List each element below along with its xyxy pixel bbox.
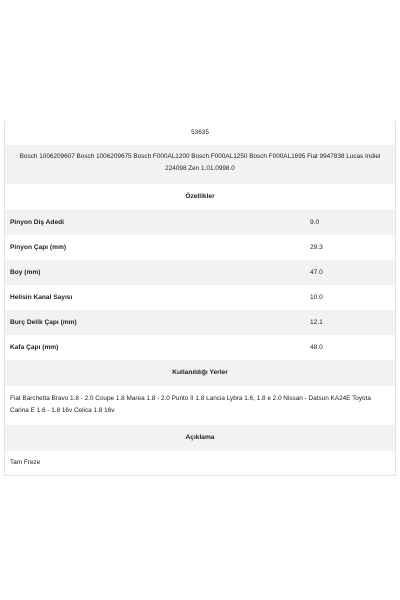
- table-row: [5, 285, 395, 310]
- table-row: [5, 235, 395, 260]
- table-row: [5, 310, 395, 335]
- features-heading: Özellikler: [5, 184, 395, 210]
- description-text: Tam Freze: [5, 451, 395, 475]
- spec-label: Helisin Kanal Sayısı: [10, 294, 73, 301]
- usage-text: Fiat Barchetta Bravo 1.8 - 2.0 Coupe 1.8 Marea 1.8 - 2.0 Punto II 1.8 Lancia Lybra 1.6, 1.8 e 2.0 Nissan - Datsun KA24E Toyota Carina E 1.6 - 1.8 16v Celica 1.8 16v: [5, 386, 395, 425]
- product-code: 53635: [5, 121, 395, 145]
- description-heading: Açıklama: [5, 425, 395, 451]
- spec-value: 10.0: [310, 294, 323, 301]
- spec-label: Pinyon Diş Adedi: [5, 210, 310, 235]
- table-row: [5, 260, 395, 285]
- oem-numbers: Bosch 1006209607 Bosch 1006209675 Bosch F000AL1200 Bosch F000AL1250 Bosch F000AL1695 Fiat 9947838 Lucas Indiel 224098 Zen 1.01.0998.0: [5, 145, 395, 184]
- table-row: [5, 210, 395, 235]
- table-row: [5, 335, 395, 360]
- spec-value: 9.0: [310, 210, 395, 235]
- spec-value: 29.3: [310, 244, 323, 251]
- spec-label: Boy (mm): [5, 260, 310, 285]
- spec-label: Pinyon Çapı (mm): [10, 244, 67, 251]
- spec-label: Kafa Çapı (mm): [10, 344, 59, 351]
- spec-value: 12.1: [310, 310, 395, 335]
- usage-heading: Kullanıldığı Yerler: [5, 360, 395, 386]
- product-detail-sheet: [4, 121, 396, 476]
- spec-value: 48.0: [310, 344, 323, 351]
- features-table: [5, 210, 395, 360]
- spec-value: 47.0: [310, 260, 395, 285]
- spec-label: Burç Delik Çapı (mm): [5, 310, 310, 335]
